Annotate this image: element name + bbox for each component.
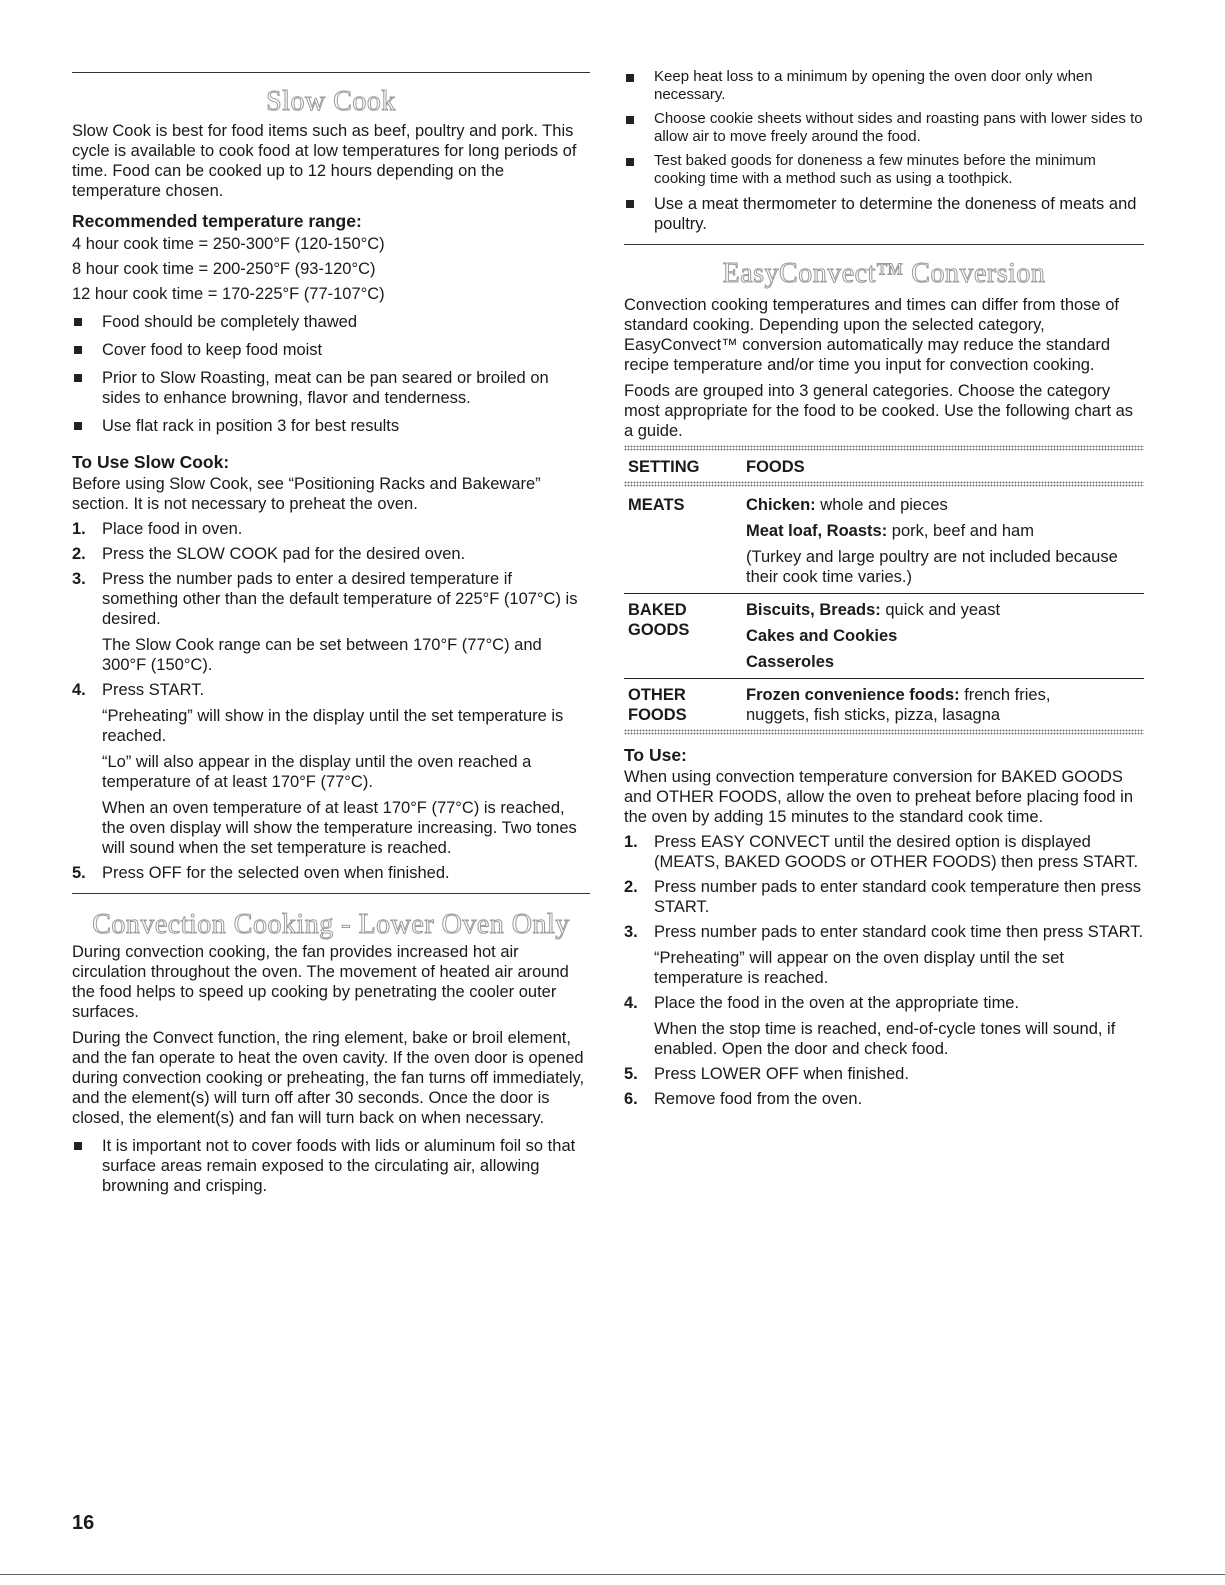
header-setting: SETTING: [628, 458, 700, 476]
right-column: [624, 58, 1144, 1109]
list-item: It is important not to cover foods with lids or aluminum foil so that surface areas remain exposed to the circulating air, allowing browning and crisping.: [72, 1136, 590, 1196]
list-item: Cover food to keep food moist: [72, 340, 590, 360]
foods-cell: [746, 600, 1144, 674]
step-number: 6.: [624, 1090, 638, 1108]
step-number: 3.: [624, 923, 638, 941]
step-note: When an oven temperature of at least 170°F (77°C) is reached, the oven display will show the temperature increasing. Two tones will sound when the set temperature is reached.: [102, 799, 577, 857]
setting-meats: MEATS: [628, 496, 685, 514]
step-number: 3.: [72, 570, 86, 588]
step-item: [72, 519, 590, 539]
page-bottom-rule: [0, 1574, 1225, 1575]
easyconvect-para-1: Convection cooking temperatures and times can differ from those of standard cooking. Depending upon the selected category, EasyConvect™ conversion automatically may reduce the standard recipe temperature and/or time you input for convection cooking.: [624, 296, 1119, 374]
slow-cook-title: Slow Cook: [266, 86, 396, 117]
convection-para-2: During the Convect function, the ring element, bake or broil element, and the fan operate to heat the oven cavity. If the oven door is opened during convection cooking or preheating, the fan turns off immediately, and the element(s) will turn off after 30 seconds. Once the door is closed, the element(s) and fan will turn back on when necessary.: [72, 1029, 585, 1127]
range-item: 8 hour cook time = 200-250°F (93-120°C): [72, 260, 376, 278]
step-item: [624, 1064, 1144, 1084]
list-item: Keep heat loss to a minimum by opening the oven door only when necessary.: [624, 68, 1144, 104]
step-text: Press START.: [102, 681, 205, 699]
table-row: [624, 600, 1144, 674]
food-note: (Turkey and large poultry are not included because their cook time varies.): [746, 548, 1118, 586]
setting-baked-goods: [624, 600, 746, 674]
to-use-heading: To Use:: [624, 745, 687, 765]
step-item: [72, 569, 590, 629]
food-detail: quick and yeast: [880, 601, 1001, 619]
list-item: Test baked goods for doneness a few minutes before the minimum cooking time with a method such as using a toothpick.: [624, 152, 1144, 188]
table-row: [624, 487, 1144, 589]
foods-cell: [746, 495, 1144, 589]
food-category: Casseroles: [746, 653, 835, 671]
step-note: “Preheating” will show in the display until the set temperature is reached.: [102, 707, 564, 745]
row-divider: [624, 678, 1144, 679]
step-text: Press LOWER OFF when finished.: [654, 1065, 909, 1083]
step-note: When the stop time is reached, end-of-cycle tones will sound, if enabled. Open the door and check food.: [654, 1020, 1116, 1058]
row-divider: [624, 593, 1144, 594]
range-item: 4 hour cook time = 250-300°F (120-150°C): [72, 235, 385, 253]
step-item: [624, 922, 1144, 942]
table-bottom-border: [624, 729, 1144, 735]
step-number: 1.: [624, 833, 638, 851]
food-category: Chicken:: [746, 496, 816, 514]
step-item: [624, 877, 1144, 917]
left-column: [72, 58, 590, 1196]
food-category: Biscuits, Breads:: [746, 601, 881, 619]
step-number: 2.: [72, 545, 86, 563]
setting-line: OTHER: [628, 686, 686, 704]
step-number: 5.: [72, 864, 86, 882]
to-use-intro: Before using Slow Cook, see “Positioning Racks and Bakeware” section. It is not necessary to preheat the oven.: [72, 475, 541, 513]
food-detail: pork, beef and ham: [887, 522, 1034, 540]
setting-line: BAKED: [628, 601, 687, 619]
step-number: 5.: [624, 1065, 638, 1083]
conversion-table: [624, 445, 1144, 735]
step-note: “Preheating” will appear on the oven display until the set temperature is reached.: [654, 949, 1064, 987]
step-number: 2.: [624, 878, 638, 896]
convection-title: Convection Cooking - Lower Oven Only: [92, 909, 570, 940]
food-category: Cakes and Cookies: [746, 627, 898, 645]
step-item: [72, 863, 590, 883]
step-item: [72, 544, 590, 564]
setting-line: FOODS: [628, 706, 687, 724]
step-number: 4.: [72, 681, 86, 699]
step-text: Press the SLOW COOK pad for the desired oven.: [102, 545, 466, 563]
range-heading: Recommended temperature range:: [72, 211, 362, 231]
list-item: Prior to Slow Roasting, meat can be pan seared or broiled on sides to enhance browning, flavor and tenderness.: [72, 368, 590, 408]
step-text: Press the number pads to enter a desired temperature if something other than the default temperature of 225°F (107°C) is desired.: [102, 570, 578, 628]
list-item: Use flat rack in position 3 for best results: [72, 416, 590, 436]
step-item: [624, 1089, 1144, 1109]
step-note: The Slow Cook range can be set between 170°F (77°C) and 300°F (150°C).: [102, 636, 542, 674]
foods-cell: [746, 685, 1144, 727]
step-text: Remove food from the oven.: [654, 1090, 863, 1108]
step-note: “Lo” will also appear in the display until the oven reached a temperature of at least 170°F (77°C).: [102, 753, 532, 791]
food-detail: french fries,: [959, 686, 1051, 704]
table-header-row: [624, 451, 1144, 481]
step-item: [72, 680, 590, 700]
easyconvect-title: EasyConvect™ Conversion: [722, 258, 1046, 289]
food-category: Frozen convenience foods:: [746, 686, 960, 704]
step-item: [624, 993, 1144, 1013]
step-text: Press OFF for the selected oven when finished.: [102, 864, 450, 882]
easyconvect-para-2: Foods are grouped into 3 general categories. Choose the category most appropriate for the food to be cooked. Use the following chart as a guide.: [624, 382, 1134, 440]
step-text: Press number pads to enter standard cook time then press START.: [654, 923, 1144, 941]
step-item: [624, 832, 1144, 872]
step-text: Press number pads to enter standard cook temperature then press START.: [654, 878, 1142, 916]
food-category: Meat loaf, Roasts:: [746, 522, 888, 540]
header-foods: FOODS: [746, 458, 805, 476]
step-text: Press EASY CONVECT until the desired option is displayed (MEATS, BAKED GOODS or OTHER FOODS) then press START.: [654, 833, 1139, 871]
section-divider: [624, 244, 1144, 245]
to-use-slow-cook-heading: To Use Slow Cook:: [72, 452, 230, 472]
convection-para-1: During convection cooking, the fan provides increased hot air circulation throughout the oven. The movement of heated air around the food helps to speed up cooking by penetrating the cooler outer surfaces.: [72, 943, 569, 1021]
food-detail: nuggets, fish sticks, pizza, lasagna: [746, 706, 1001, 724]
step-text: Place the food in the oven at the appropriate time.: [654, 994, 1020, 1012]
section-divider: [72, 893, 590, 894]
list-item: Use a meat thermometer to determine the doneness of meats and poultry.: [624, 194, 1144, 234]
section-divider: [72, 72, 590, 73]
slow-cook-intro: Slow Cook is best for food items such as beef, poultry and pork. This cycle is available to cook food at low temperatures for long periods of time. Food can be cooked up to 12 hours depending on the temperature chosen.: [72, 122, 577, 200]
step-number: 1.: [72, 520, 86, 538]
setting-other-foods: [624, 685, 746, 727]
step-text: Place food in oven.: [102, 520, 243, 538]
to-use-intro: When using convection temperature conversion for BAKED GOODS and OTHER FOODS, allow the oven to preheat before placing food in the oven by adding 15 minutes to the standard cook time.: [624, 768, 1134, 826]
list-item: Food should be completely thawed: [72, 312, 590, 332]
list-item: Choose cookie sheets without sides and roasting pans with lower sides to allow air to move freely around the food.: [624, 110, 1144, 146]
setting-line: GOODS: [628, 621, 690, 639]
step-number: 4.: [624, 994, 638, 1012]
range-item: 12 hour cook time = 170-225°F (77-107°C): [72, 285, 385, 303]
page-number: 16: [72, 1512, 95, 1534]
table-row: [624, 685, 1144, 727]
food-detail: whole and pieces: [815, 496, 948, 514]
